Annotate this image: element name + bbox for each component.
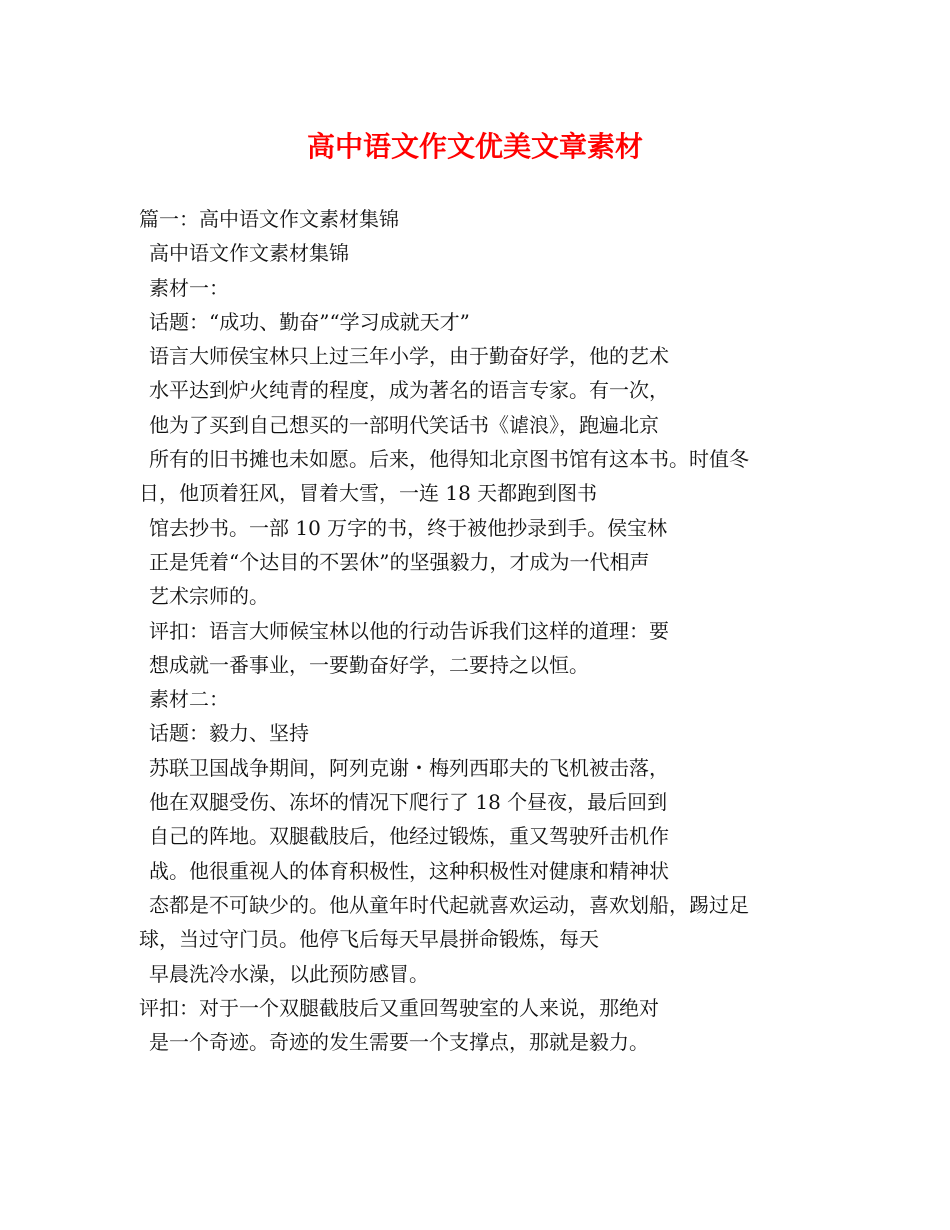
text-line: 日，他顶着狂风，冒着大雪，一连 18 天都跑到图书 [139,481,598,506]
text-line: 话题：“成功、勤奋”“学习成就天才” [149,309,470,334]
text-line: 素材二： [149,687,229,712]
text-line: 球，当过守门员。他停飞后每天早晨拼命锻炼，每天 [139,927,599,952]
text-line: 素材一： [149,275,229,300]
text-line: 评扣：对于一个双腿截肢后又重回驾驶室的人来说，那绝对 [139,995,659,1020]
text-line: 战。他很重视人的体育积极性，这种积极性对健康和精神状 [149,858,669,883]
text-line: 他在双腿受伤、冻坏的情况下爬行了 18 个昼夜，最后回到 [149,790,668,815]
text-line: 想成就一番事业，一要勤奋好学，二要持之以恒。 [149,652,589,677]
text-line: 苏联卫国战争期间，阿列克谢・梅列西耶夫的飞机被击落， [149,755,669,780]
text-line: 篇一：高中语文作文素材集锦 [139,207,399,231]
text-line: 早晨洗冷水澡，以此预防感冒。 [149,961,429,986]
text-line: 态都是不可缺少的。他从童年时代起就喜欢运动，喜欢划船，踢过足 [149,892,749,917]
text-line: 所有的旧书摊也未如愿。后来，他得知北京图书馆有这本书。时值冬 [149,447,749,472]
text-line: 是一个奇迹。奇迹的发生需要一个支撑点，那就是毅力。 [149,1030,649,1055]
text-line: 他为了买到自己想买的一部明代笑话书《谑浪》，跑遍北京 [149,412,659,437]
text-line: 评扣：语言大师候宝林以他的行动告诉我们这样的道理：要 [149,618,669,643]
text-line: 高中语文作文素材集锦 [149,241,349,266]
text-line: 语言大师侯宝林只上过三年小学，由于勤奋好学，他的艺术 [149,344,669,369]
text-line: 话题：毅力、坚持 [149,721,309,746]
document-body [139,202,839,1059]
text-line: 自己的阵地。双腿截肢后，他经过锻炼，重又驾驶歼击机作 [149,824,669,849]
text-line: 水平达到炉火纯青的程度，成为著名的语言专家。有一次， [149,378,669,403]
text-line: 馆去抄书。一部 10 万字的书，终于被他抄录到手。侯宝林 [149,515,668,540]
text-line: 正是凭着“个达目的不罢休”的坚强毅力，才成为一代相声 [149,549,650,574]
document-title: 高中语文作文优美文章素材 [306,130,643,163]
text-line: 艺术宗师的。 [149,584,269,609]
